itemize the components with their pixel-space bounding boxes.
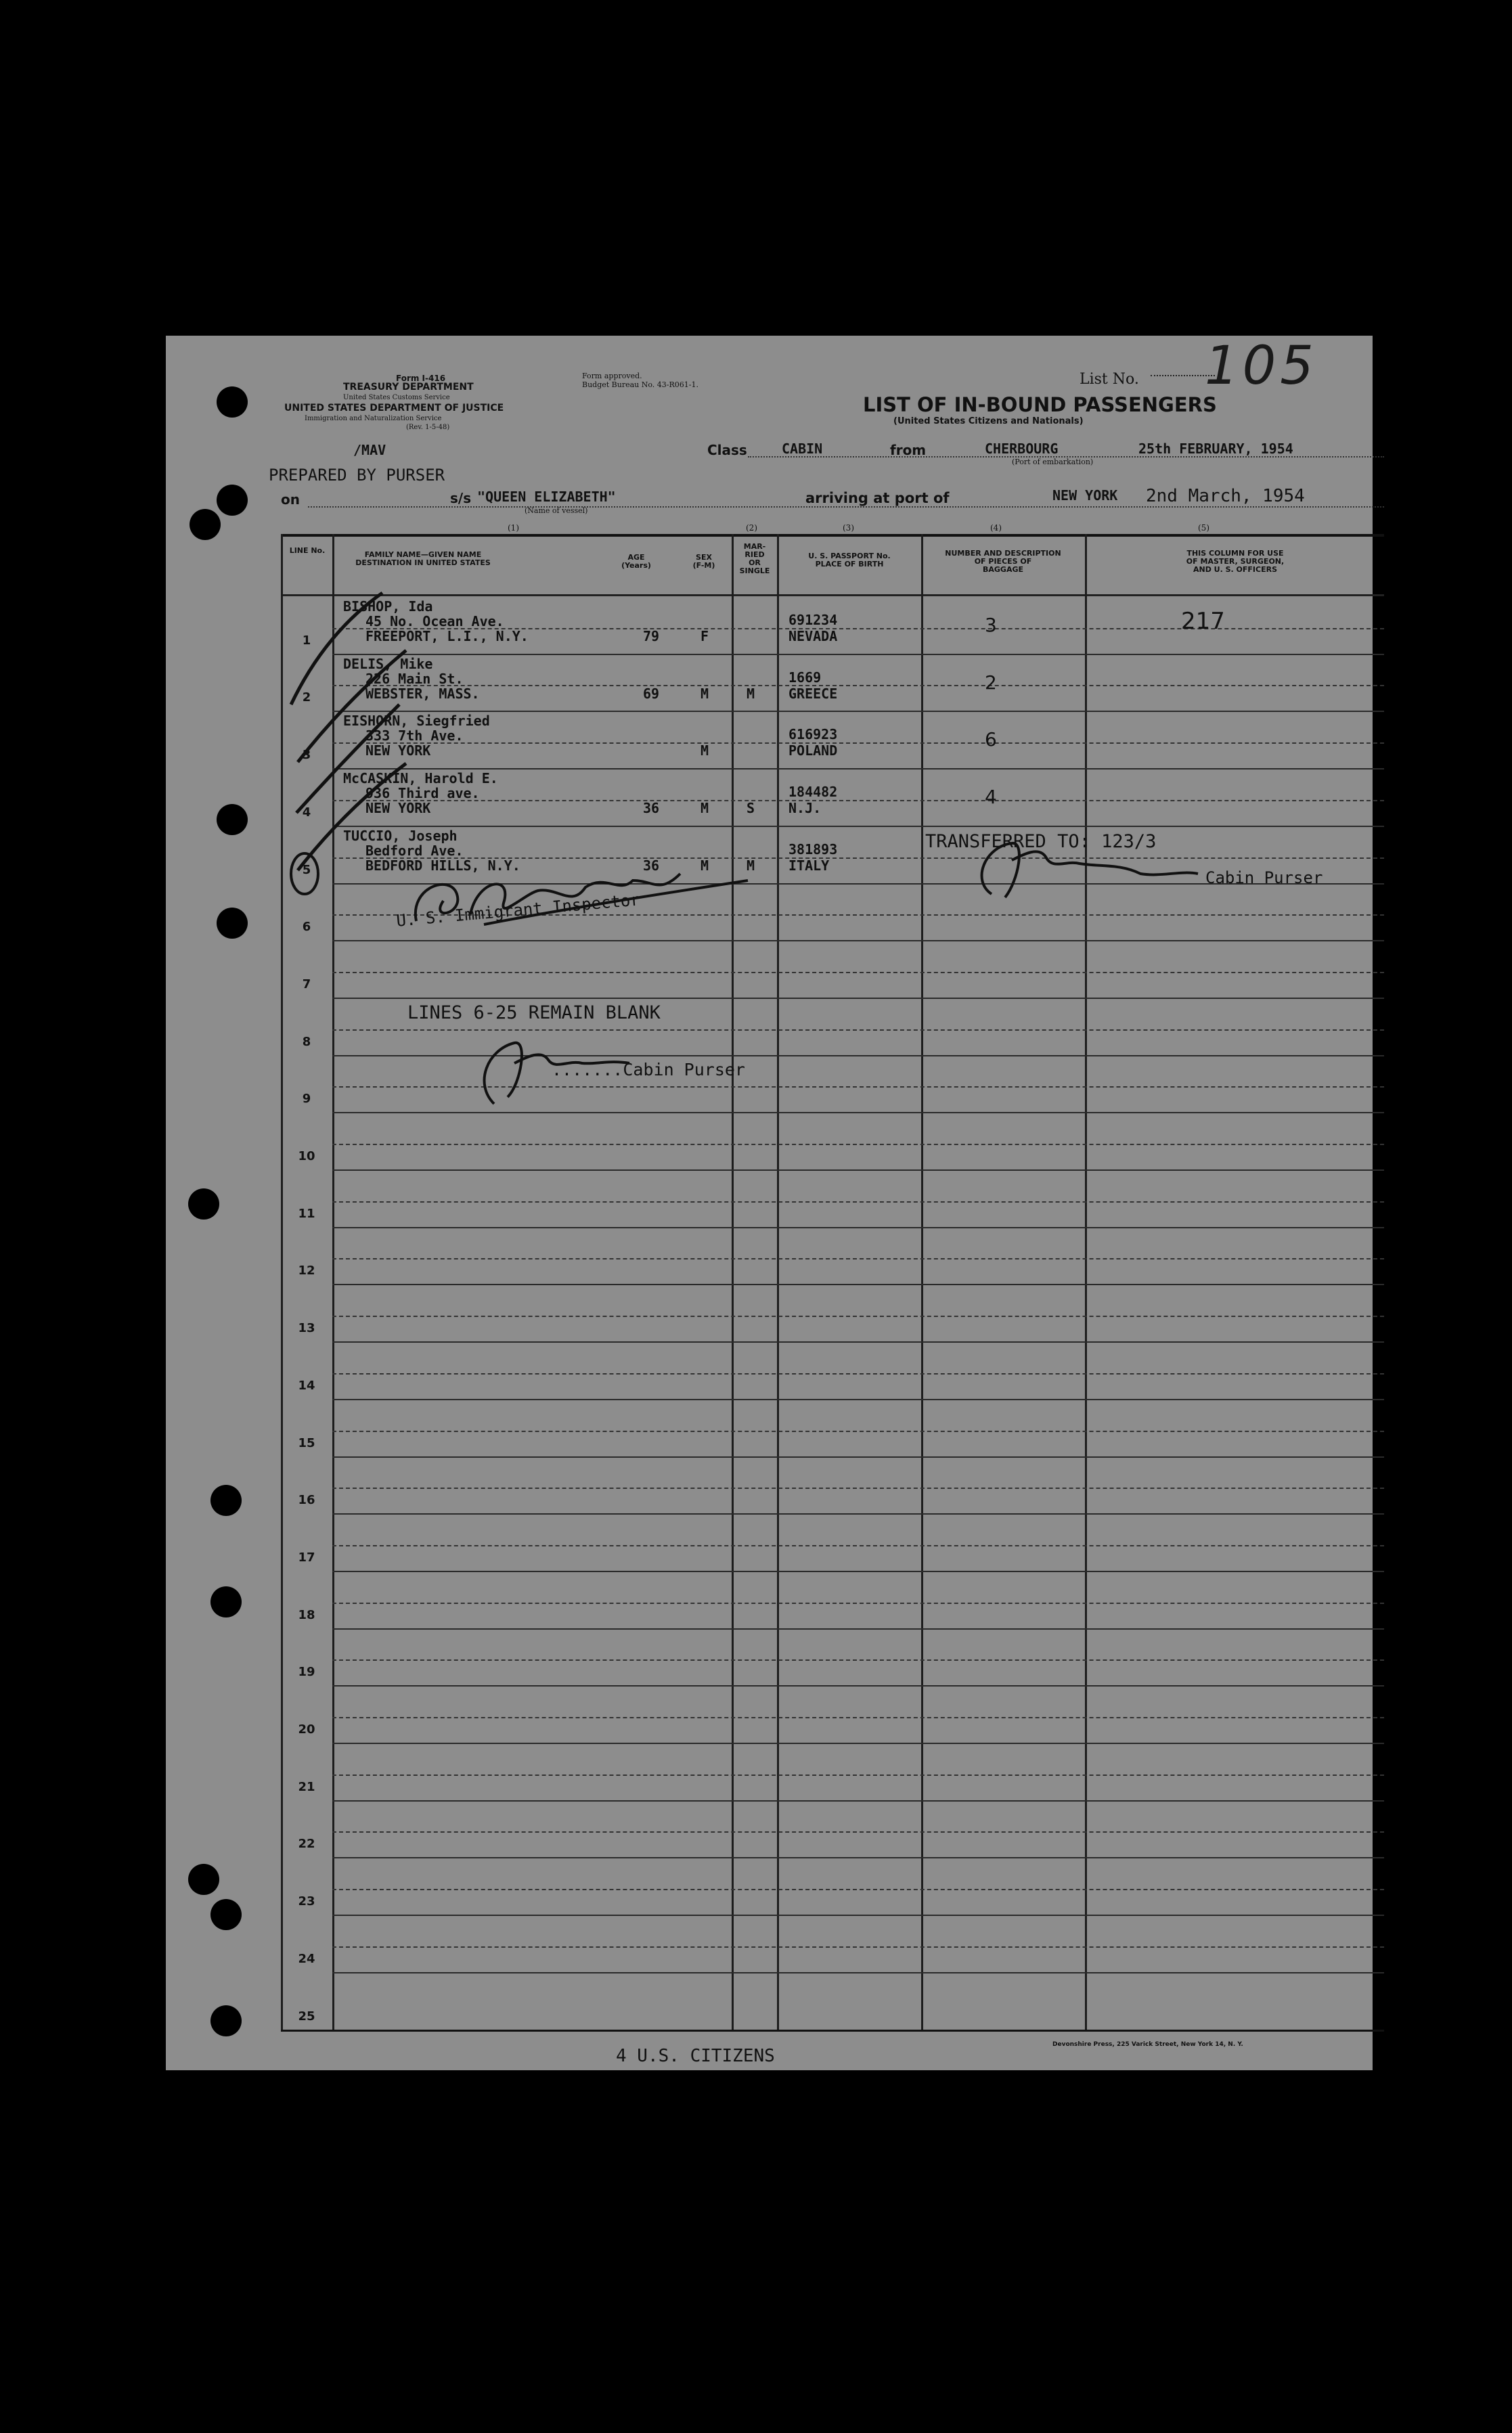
row-rule bbox=[332, 1513, 1384, 1515]
passenger-sex: M bbox=[701, 742, 709, 759]
row-rule-dashed bbox=[332, 1431, 1384, 1432]
passenger-age: 79 bbox=[643, 628, 660, 644]
passenger-city: WEBSTER, MASS. bbox=[365, 685, 480, 702]
row-rule-dashed bbox=[332, 1258, 1384, 1259]
cabin-purser-1: Cabin Purser bbox=[1205, 868, 1323, 887]
purser-signature-1 bbox=[964, 833, 1208, 908]
row-rule-dashed bbox=[332, 1717, 1384, 1718]
passenger-address: Bedford Ave. bbox=[365, 842, 464, 859]
line-number: 9 bbox=[302, 1092, 311, 1107]
row-rule bbox=[332, 1227, 1384, 1228]
form-approved: Form approved. bbox=[582, 372, 642, 380]
passenger-sex: M bbox=[701, 685, 709, 702]
row-rule-dashed bbox=[332, 1946, 1384, 1948]
line-number: 10 bbox=[298, 1149, 315, 1163]
place-of-birth: ITALY bbox=[788, 857, 830, 874]
col-header-baggage: NUMBER AND DESCRIPTION OF PIECES OF BAGGAGE bbox=[945, 549, 1061, 574]
line-number: 18 bbox=[298, 1607, 315, 1622]
printer-imprint: Devonshire Press, 225 Varick Street, New York 14, N. Y. bbox=[1052, 2041, 1243, 2048]
table-top-border bbox=[281, 534, 1384, 537]
line-number: 5 bbox=[302, 862, 311, 877]
line-number: 22 bbox=[298, 1837, 315, 1852]
passport-number: 1669 bbox=[788, 669, 822, 686]
row-rule-dashed bbox=[332, 1774, 1384, 1776]
document-subtitle: (United States Citizens and Nationals) bbox=[893, 416, 1084, 426]
place-of-birth: NEVADA bbox=[788, 628, 838, 644]
purser-signature-2 bbox=[474, 1029, 636, 1111]
line-number: 6 bbox=[302, 920, 311, 935]
punch-hole bbox=[210, 2005, 242, 2036]
row-rule bbox=[332, 1341, 1384, 1343]
dept-treasury-sub: United States Customs Service bbox=[343, 394, 450, 401]
punch-hole bbox=[217, 485, 248, 516]
place-of-birth: POLAND bbox=[788, 742, 838, 759]
row-rule bbox=[332, 1685, 1384, 1687]
punch-hole bbox=[210, 1586, 242, 1617]
passenger-address: 333 7th Ave. bbox=[365, 728, 464, 744]
row-rule-dashed bbox=[332, 1144, 1384, 1145]
line-number: 25 bbox=[298, 2009, 315, 2024]
col-header-line-no: LINE No. bbox=[289, 546, 326, 555]
dept-justice-sub: Immigration and Naturalization Service bbox=[305, 415, 442, 422]
line-number: 2 bbox=[302, 690, 311, 705]
line-number: 17 bbox=[298, 1550, 315, 1565]
budget-bureau: Budget Bureau No. 43-R061-1. bbox=[582, 380, 699, 389]
row-rule-dashed bbox=[332, 1488, 1384, 1489]
on-label: on bbox=[281, 491, 300, 508]
list-no-value: 105 bbox=[1205, 336, 1318, 397]
line-number: 13 bbox=[298, 1321, 315, 1336]
baggage-count: 6 bbox=[985, 728, 997, 751]
row-rule-dashed bbox=[332, 1659, 1384, 1661]
line-number: 21 bbox=[298, 1779, 315, 1794]
arriving-label: arriving at port of bbox=[805, 490, 950, 506]
row-rule-dashed bbox=[332, 1889, 1384, 1890]
punch-hole bbox=[217, 386, 248, 418]
passenger-sex: M bbox=[701, 857, 709, 874]
passport-number: 184482 bbox=[788, 784, 838, 801]
row-rule bbox=[332, 1284, 1384, 1285]
passenger-address: 936 Third ave. bbox=[365, 785, 480, 802]
row-rule bbox=[332, 1800, 1384, 1802]
place-of-birth: GREECE bbox=[788, 685, 838, 702]
row-rule-dashed bbox=[332, 972, 1384, 973]
arrival-date: 2nd March, 1954 bbox=[1146, 486, 1305, 506]
row-rule bbox=[332, 1456, 1384, 1458]
row-rule-dashed bbox=[332, 1603, 1384, 1604]
remain-blank-note: LINES 6-25 REMAIN BLANK bbox=[407, 1002, 661, 1023]
vessel-name: "QUEEN ELIZABETH" bbox=[477, 489, 616, 505]
baggage-count: 3 bbox=[985, 614, 997, 636]
baggage-count: 2 bbox=[985, 671, 997, 694]
passenger-address: 45 No. Ocean Ave. bbox=[365, 613, 504, 629]
place-of-birth: N.J. bbox=[788, 800, 822, 817]
passenger-sex: M bbox=[701, 800, 709, 817]
line-number: 23 bbox=[298, 1894, 315, 1909]
line-number: 16 bbox=[298, 1493, 315, 1508]
row-rule bbox=[332, 1972, 1384, 1973]
passenger-marital-status: M bbox=[747, 857, 755, 874]
dept-treasury: TREASURY DEPARTMENT bbox=[343, 382, 474, 393]
vessel-caption: (Name of vessel) bbox=[525, 506, 588, 515]
col-header-married: MAR- RIED OR SINGLE bbox=[739, 542, 770, 575]
embark-date: 25th FEBRUARY, 1954 bbox=[1138, 441, 1293, 457]
row-rule-dashed bbox=[332, 1201, 1384, 1203]
line-number: 1 bbox=[302, 633, 311, 648]
line-number: 7 bbox=[302, 977, 311, 991]
row-rule bbox=[332, 1571, 1384, 1572]
line-number: 14 bbox=[298, 1378, 315, 1393]
line-number: 20 bbox=[298, 1722, 315, 1737]
line-number: 8 bbox=[302, 1034, 311, 1049]
col-num-4: (4) bbox=[990, 523, 1002, 533]
line-number: 19 bbox=[298, 1665, 315, 1680]
col-header-officers: THIS COLUMN FOR USE OF MASTER, SURGEON, AND U. S. OFFICERS bbox=[1186, 549, 1285, 574]
row-rule bbox=[332, 1915, 1384, 1916]
row-rule bbox=[332, 1169, 1384, 1171]
col-num-2: (2) bbox=[746, 523, 757, 533]
cabin-purser-2: .......Cabin Purser bbox=[552, 1060, 745, 1079]
punch-hole bbox=[217, 804, 248, 835]
row-rule bbox=[332, 998, 1384, 999]
line-number: 24 bbox=[298, 1951, 315, 1966]
passenger-city: NEW YORK bbox=[365, 800, 431, 817]
col-num-5: (5) bbox=[1198, 523, 1209, 533]
punch-hole bbox=[217, 908, 248, 939]
document-sheet bbox=[166, 336, 1373, 2070]
passenger-name: BISHOP, Ida bbox=[343, 598, 433, 615]
punch-hole bbox=[188, 1864, 219, 1895]
list-no-label: List No. bbox=[1080, 371, 1139, 388]
col-header-age: AGE (Years) bbox=[621, 553, 651, 570]
passenger-name: McCASKIN, Harold E. bbox=[343, 770, 498, 787]
passenger-address: 226 Main St. bbox=[365, 670, 464, 687]
dept-justice: UNITED STATES DEPARTMENT OF JUSTICE bbox=[284, 403, 504, 414]
from-value: CHERBOURG bbox=[985, 441, 1059, 457]
passenger-city: FREEPORT, L.I., N.Y. bbox=[365, 628, 529, 644]
punch-hole bbox=[210, 1899, 242, 1930]
passenger-sex: F bbox=[701, 628, 709, 644]
row-rule bbox=[332, 1628, 1384, 1630]
inspector-label: U. S. Immigrant Inspector bbox=[395, 890, 641, 931]
form-revision: (Rev. 1-5-48) bbox=[406, 424, 450, 431]
arrival-port: NEW YORK bbox=[1052, 487, 1118, 504]
line-number: 11 bbox=[298, 1206, 315, 1221]
row-rule bbox=[332, 1399, 1384, 1400]
line-number: 12 bbox=[298, 1264, 315, 1278]
passenger-city: NEW YORK bbox=[365, 742, 431, 759]
row-rule-dashed bbox=[332, 1545, 1384, 1546]
punch-hole bbox=[210, 1485, 242, 1516]
row-rule bbox=[332, 1857, 1384, 1858]
passenger-marital-status: M bbox=[747, 685, 755, 702]
passenger-age: 69 bbox=[643, 685, 660, 702]
officer-note: 217 bbox=[1181, 608, 1225, 635]
strike-marks bbox=[271, 586, 555, 891]
col-header-name: FAMILY NAME—GIVEN NAME DESTINATION IN UNITED STATES bbox=[355, 550, 491, 567]
punch-hole bbox=[190, 509, 221, 540]
line-5-circle bbox=[288, 850, 321, 897]
col-header-passport: U. S. PASSPORT No. PLACE OF BIRTH bbox=[808, 552, 891, 568]
line-number: 3 bbox=[302, 748, 311, 763]
punch-hole bbox=[188, 1188, 219, 1220]
ss-label: s/s bbox=[450, 490, 472, 506]
row-rule-dashed bbox=[332, 1831, 1384, 1833]
line-number: 4 bbox=[302, 805, 311, 820]
passport-number: 381893 bbox=[788, 841, 838, 857]
col-header-sex: SEX (F-M) bbox=[692, 553, 715, 570]
col-num-3: (3) bbox=[843, 523, 854, 533]
row-rule bbox=[332, 1112, 1384, 1113]
passport-number: 616923 bbox=[788, 726, 838, 743]
document-title: LIST OF IN-BOUND PASSENGERS bbox=[863, 393, 1217, 416]
passenger-name: TUCCIO, Joseph bbox=[343, 827, 458, 844]
form-number: Form I-416 bbox=[396, 374, 446, 383]
passenger-name: EISHORN, Siegfried bbox=[343, 713, 490, 730]
passenger-city: BEDFORD HILLS, N.Y. bbox=[365, 857, 520, 874]
line-number: 15 bbox=[298, 1435, 315, 1450]
col-num-1: (1) bbox=[508, 523, 519, 533]
from-label: from bbox=[890, 442, 927, 458]
prepared-by: PREPARED BY PURSER bbox=[269, 466, 445, 485]
row-rule-dashed bbox=[332, 1373, 1384, 1375]
passenger-name: DELIS, Mike bbox=[343, 655, 433, 672]
mav-code: /MAV bbox=[353, 442, 386, 458]
port-caption: (Port of embarkation) bbox=[1012, 457, 1094, 466]
passenger-age: 36 bbox=[643, 857, 660, 874]
baggage-count: 4 bbox=[985, 786, 997, 809]
row-rule-dashed bbox=[332, 1316, 1384, 1317]
inspector-signature bbox=[403, 857, 755, 941]
passenger-age: 36 bbox=[643, 800, 660, 817]
passport-number: 691234 bbox=[788, 612, 838, 628]
citizens-count: 4 U.S. CITIZENS bbox=[616, 2046, 775, 2066]
row-rule bbox=[332, 1743, 1384, 1744]
class-value: CABIN bbox=[782, 441, 823, 457]
class-label: Class bbox=[707, 442, 747, 458]
passenger-marital-status: S bbox=[747, 800, 755, 817]
transferred-note: TRANSFERRED TO: 123/3 bbox=[925, 831, 1157, 852]
